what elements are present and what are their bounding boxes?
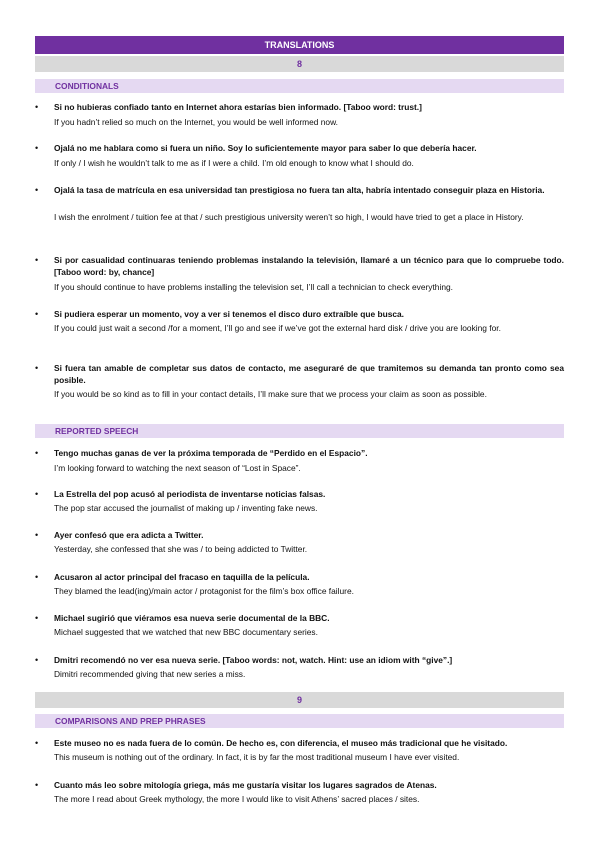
spanish-sentence: Tengo muchas ganas de ver la próxima temporada de “Perdido en el Espacio”. xyxy=(54,448,368,458)
spanish-sentence: Si pudiera esperar un momento, voy a ver si tenemos el disco duro extraíble que busca. xyxy=(54,309,404,319)
bullet: • xyxy=(35,102,39,112)
spanish-sentence: Si fuera tan amable de completar sus datos de contacto, me aseguraré de que tramitemos su demanda tan pronto como sea posible. xyxy=(54,363,564,385)
bullet: • xyxy=(35,255,39,265)
bullet: • xyxy=(35,489,39,499)
unit-number-9: 9 xyxy=(35,692,564,708)
english-translation: Michael suggested that we watched that new BBC documentary series. xyxy=(54,627,318,637)
bullet: • xyxy=(35,448,39,458)
bullet: • xyxy=(35,185,39,195)
bullet: • xyxy=(35,738,39,748)
spanish-sentence: Dmitri recomendó no ver esa nueva serie. [Taboo words: not, watch. Hint: use an idiom with “give”.] xyxy=(54,655,453,665)
page-title: TRANSLATIONS xyxy=(35,36,564,54)
english-translation: If you would be so kind as to fill in your contact details, I’ll make sure that we process your claim as soon as possible. xyxy=(54,389,487,399)
spanish-sentence: La Estrella del pop acusó al periodista de inventarse noticias falsas. xyxy=(54,489,326,499)
english-translation: Dimitri recommended giving that new series a miss. xyxy=(54,669,246,679)
unit-number-8: 8 xyxy=(35,56,564,72)
section-heading-conditionals: CONDITIONALS xyxy=(35,79,564,93)
english-translation: I wish the enrolment / tuition fee at that / such prestigious university weren’t so high, I would have tried to get a place in History. xyxy=(54,212,524,222)
section-heading-comparisons: COMPARISONS AND PREP PHRASES xyxy=(35,714,564,728)
english-translation: If you hadn’t relied so much on the Internet, you would be well informed now. xyxy=(54,117,338,127)
english-translation: If you could just wait a second /for a moment, I’ll go and see if we’ve got the external hard disk / drive you are looking for. xyxy=(54,323,501,333)
bullet: • xyxy=(35,363,39,373)
spanish-sentence: Ojalá no me hablara como si fuera un niño. Soy lo suficientemente mayor para saber lo que debería hacer. xyxy=(54,143,477,153)
bullet: • xyxy=(35,143,39,153)
english-translation: If only / I wish he wouldn’t talk to me as if I were a child. I’m old enough to know what I should do. xyxy=(54,158,414,168)
spanish-sentence: Este museo no es nada fuera de lo común. De hecho es, con diferencia, el museo más tradicional que he visitado. xyxy=(54,738,508,748)
bullet: • xyxy=(35,655,39,665)
bullet: • xyxy=(35,780,39,790)
english-translation: This museum is nothing out of the ordinary. In fact, it is by far the most traditional museum I have ever visited. xyxy=(54,752,460,762)
spanish-sentence: Si por casualidad continuaras teniendo problemas instalando la televisión, llamaré a un técnico para que lo compruebe todo. [Taboo word: by, chance] xyxy=(54,255,564,277)
section-heading-reported-speech: REPORTED SPEECH xyxy=(35,424,564,438)
spanish-sentence: Acusaron al actor principal del fracaso en taquilla de la película. xyxy=(54,572,310,582)
english-translation: If you should continue to have problems installing the television set, I’ll call a technician to check everything. xyxy=(54,282,453,292)
english-translation: Yesterday, she confessed that she was / to being addicted to Twitter. xyxy=(54,544,308,554)
bullet: • xyxy=(35,613,39,623)
spanish-sentence: Ojalá la tasa de matrícula en esa universidad tan prestigiosa no fuera tan alta, habría intentado conseguir plaza en Historia. xyxy=(54,185,545,195)
spanish-sentence: Ayer confesó que era adicta a Twitter. xyxy=(54,530,204,540)
english-translation: They blamed the lead(ing)/main actor / protagonist for the film’s box office failure. xyxy=(54,586,354,596)
english-translation: The pop star accused the journalist of making up / inventing fake news. xyxy=(54,503,318,513)
spanish-sentence: Michael sugirió que viéramos esa nueva serie documental de la BBC. xyxy=(54,613,330,623)
bullet: • xyxy=(35,530,39,540)
bullet: • xyxy=(35,309,39,319)
spanish-sentence: Si no hubieras confiado tanto en Internet ahora estarías bien informado. [Taboo word: trust.] xyxy=(54,102,422,112)
spanish-sentence: Cuanto más leo sobre mitología griega, más me gustaría visitar los lugares sagrados de Atenas. xyxy=(54,780,437,790)
english-translation: The more I read about Greek mythology, the more I would like to visit Athens’ sacred places / sites. xyxy=(54,794,420,804)
bullet: • xyxy=(35,572,39,582)
english-translation: I’m looking forward to watching the next season of “Lost in Space”. xyxy=(54,463,301,473)
